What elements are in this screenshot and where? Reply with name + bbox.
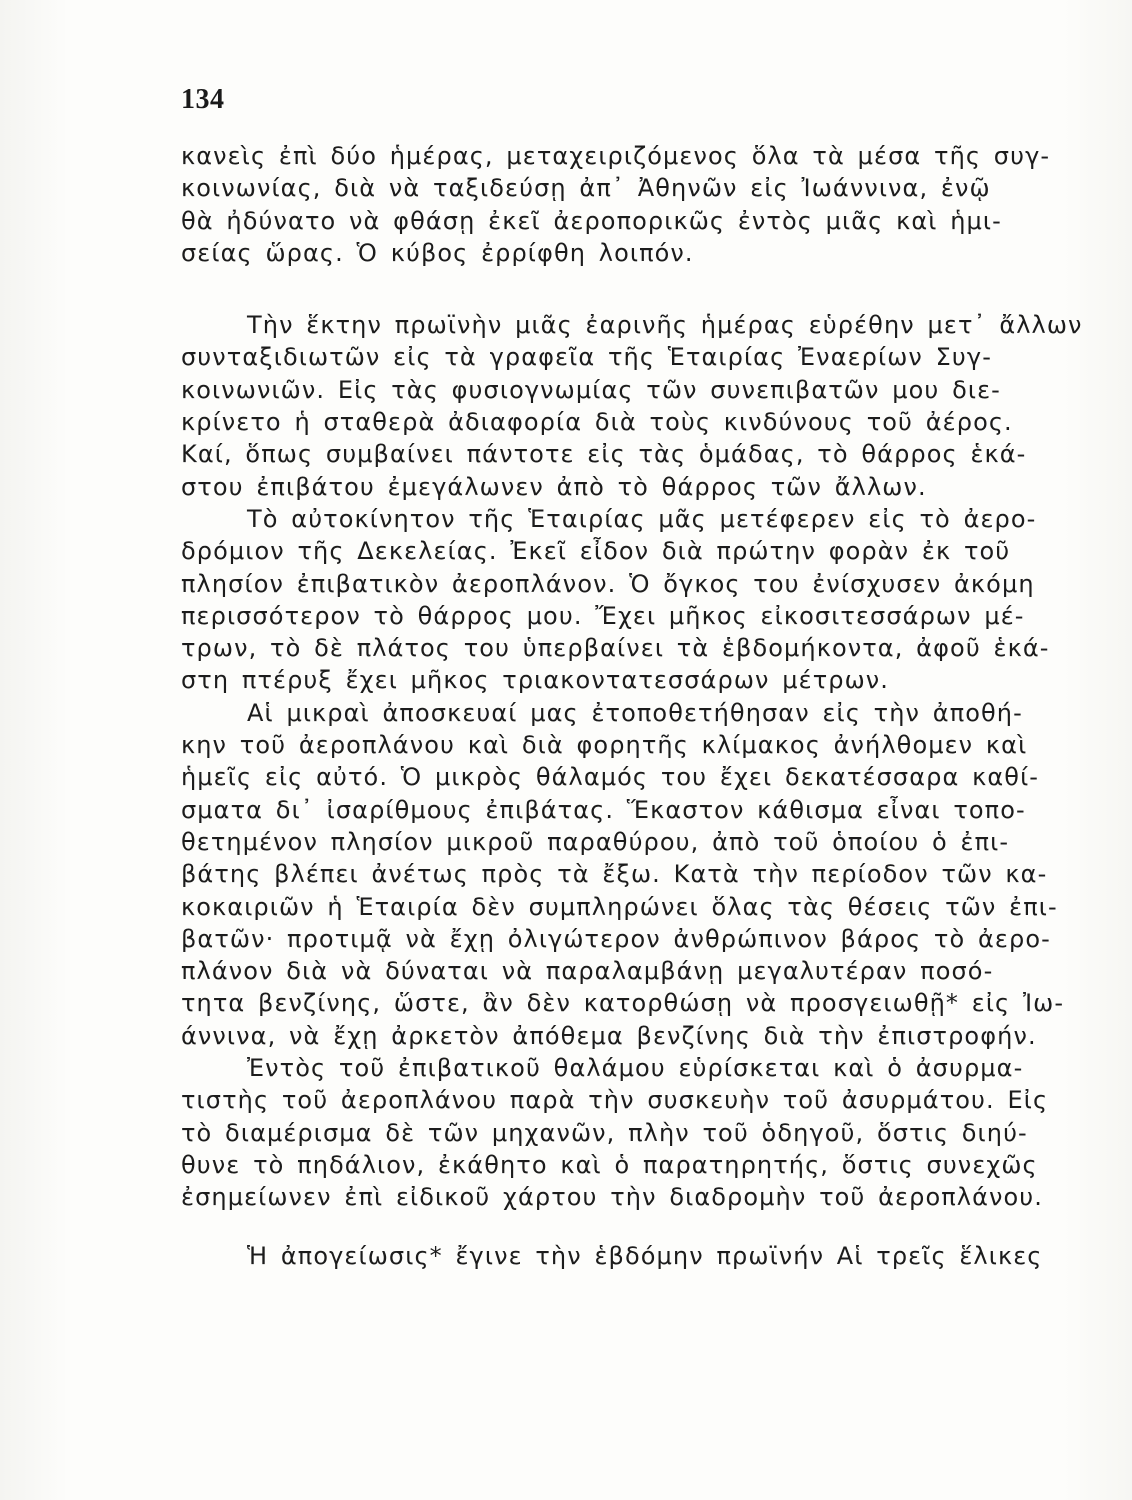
text-line: δρόμιον τῆς Δεκελείας. Ἐκεῖ εἶδον διὰ πρώτην φορὰν ἐκ τοῦ bbox=[181, 537, 1011, 566]
text-line: κανεὶς ἐπὶ δύο ἡμέρας, μεταχειριζόμενος ὅλα τὰ μέσα τῆς συγ- bbox=[181, 142, 1051, 170]
text-line: στου ἐπιβάτου ἐμεγάλωνεν ἀπὸ τὸ θάρρος τῶν ἄλλων. bbox=[181, 472, 927, 501]
text-line: στη πτέρυξ ἔχει μῆκος τριακοντατεσσάρων μέτρων. bbox=[181, 666, 890, 695]
text-line: θυνε τὸ πηδάλιον, ἐκάθητο καὶ ὁ παρατηρητής, ὅστις συνεχῶς bbox=[181, 1150, 1038, 1179]
text-line: τρων, τὸ δὲ πλάτος του ὑπερβαίνει τὰ ἑβδομήκοντα, ἀφοῦ ἑκά- bbox=[181, 634, 1050, 663]
text-line: συνταξιδιωτῶν εἰς τὰ γραφεῖα τῆς Ἑταιρίας Ἐναερίων Συγ- bbox=[181, 343, 992, 372]
paragraph-gap bbox=[181, 1214, 1131, 1240]
text-line: τιστὴς τοῦ ἀεροπλάνου παρὰ τὴν συσκευὴν τοῦ ἀσυρμάτου. Εἰς bbox=[181, 1086, 1049, 1115]
text-line: άννινα, νὰ ἔχῃ ἀρκετὸν ἀπόθεμα βενζίνης διὰ τὴν ἐπιστροφήν. bbox=[181, 1021, 1037, 1050]
paragraph-1 bbox=[181, 140, 1131, 269]
paragraph-6 bbox=[181, 1240, 1131, 1272]
text-line: Τὴν ἕκτην πρωϊνὴν μιᾶς ἐαρινῆς ἡμέρας εὑρέθην μετ᾽ ἄλλων bbox=[247, 311, 1083, 340]
text-line: τητα βενζίνης, ὥστε, ἂν δὲν κατορθώσῃ νὰ προσγειωθῇ* εἰς Ἰω- bbox=[181, 989, 1065, 1018]
text-line: σματα δι᾽ ἰσαρίθμους ἐπιβάτας. Ἕκαστον κάθισμα εἶναι τοπο- bbox=[181, 795, 1026, 824]
paragraph-4 bbox=[181, 697, 1131, 1052]
text-line: τὸ διαμέρισμα δὲ τῶν μηχανῶν, πλὴν τοῦ ὁδηγοῦ, ὅστις διηύ- bbox=[181, 1118, 1028, 1147]
text-line: θετημένον πλησίον μικροῦ παραθύρου, ἀπὸ τοῦ ὁποίου ὁ ἐπι- bbox=[181, 827, 1010, 856]
text-line: θὰ ἠδύνατο νὰ φθάσῃ ἐκεῖ ἀεροπορικῶς ἐντὸς μιᾶς καὶ ἡμι- bbox=[181, 206, 1002, 235]
paragraph-2 bbox=[181, 309, 1131, 503]
text-line: βάτης βλέπει ἀνέτως πρὸς τὰ ἔξω. Κατὰ τὴν περίοδον τῶν κα- bbox=[181, 860, 1048, 889]
paragraph-gap bbox=[181, 269, 1131, 309]
paragraph-5 bbox=[181, 1052, 1131, 1213]
text-line: Αἱ μικραὶ ἀποσκευαί μας ἐτοποθετήθησαν εἰς τὴν ἀποθή- bbox=[247, 698, 1023, 727]
text-line: πλησίον ἐπιβατικὸν ἀεροπλάνον. Ὁ ὄγκος του ἐνίσχυσεν ἀκόμη bbox=[181, 569, 1035, 598]
body-text bbox=[181, 140, 1131, 1272]
text-line: κοινωνίας, διὰ νὰ ταξιδεύσῃ ἀπ᾽ Ἀθηνῶν εἰς Ἰωάννινα, ἐνῷ bbox=[181, 174, 991, 203]
text-line: κην τοῦ ἀεροπλάνου καὶ διὰ φορητῆς κλίμακος ἀνήλθομεν καὶ bbox=[181, 731, 1028, 760]
text-line: κοκαιριῶν ἡ Ἑταιρία δὲν συμπληρώνει ὅλας τὰς θέσεις τῶν ἐπι- bbox=[181, 892, 1058, 921]
text-line: σείας ὥρας. Ὁ κύβος ἐρρίφθη λοιπόν. bbox=[181, 238, 694, 267]
paragraph-3 bbox=[181, 503, 1131, 697]
text-line: βατῶν· προτιμᾷ νὰ ἔχῃ ὀλιγώτερον ἀνθρώπινον βάρος τὸ ἀερο- bbox=[181, 924, 1051, 953]
text-line: Ἐντὸς τοῦ ἐπιβατικοῦ θαλάμου εὑρίσκεται καὶ ὁ ἀσυρμα- bbox=[247, 1054, 1024, 1083]
text-line: ἡμεῖς εἰς αὐτό. Ὁ μικρὸς θάλαμός του ἔχει δεκατέσσαρα καθί- bbox=[181, 763, 1040, 792]
text-line: Καί, ὅπως συμβαίνει πάντοτε εἰς τὰς ὁμάδας, τὸ θάρρος ἑκά- bbox=[181, 440, 1027, 469]
page-number: 134 bbox=[181, 84, 225, 115]
text-line: κρίνετο ἡ σταθερὰ ἀδιαφορία διὰ τοὺς κινδύνους τοῦ ἀέρος. bbox=[181, 408, 1013, 437]
text-line: ἐσημείωνεν ἐπὶ εἰδικοῦ χάρτου τὴν διαδρομὴν τοῦ ἀεροπλάνου. bbox=[181, 1183, 1044, 1212]
text-line: περισσότερον τὸ θάρρος μου. Ἔχει μῆκος εἰκοσιτεσσάρων μέ- bbox=[181, 601, 1025, 630]
text-line: κοινωνιῶν. Εἰς τὰς φυσιογνωμίας τῶν συνεπιβατῶν μου διε- bbox=[181, 375, 1001, 404]
text-line: Τὸ αὐτοκίνητον τῆς Ἑταιρίας μᾶς μετέφερεν εἰς τὸ ἀερο- bbox=[247, 504, 1037, 533]
text-line: Ἡ ἀπογείωσις* ἔγινε τὴν ἑβδόμην πρωϊνήν Αἱ τρεῖς ἕλικες bbox=[247, 1241, 1043, 1270]
text-line: πλάνον διὰ νὰ δύναται νὰ παραλαμβάνῃ μεγαλυτέραν ποσό- bbox=[181, 957, 994, 986]
